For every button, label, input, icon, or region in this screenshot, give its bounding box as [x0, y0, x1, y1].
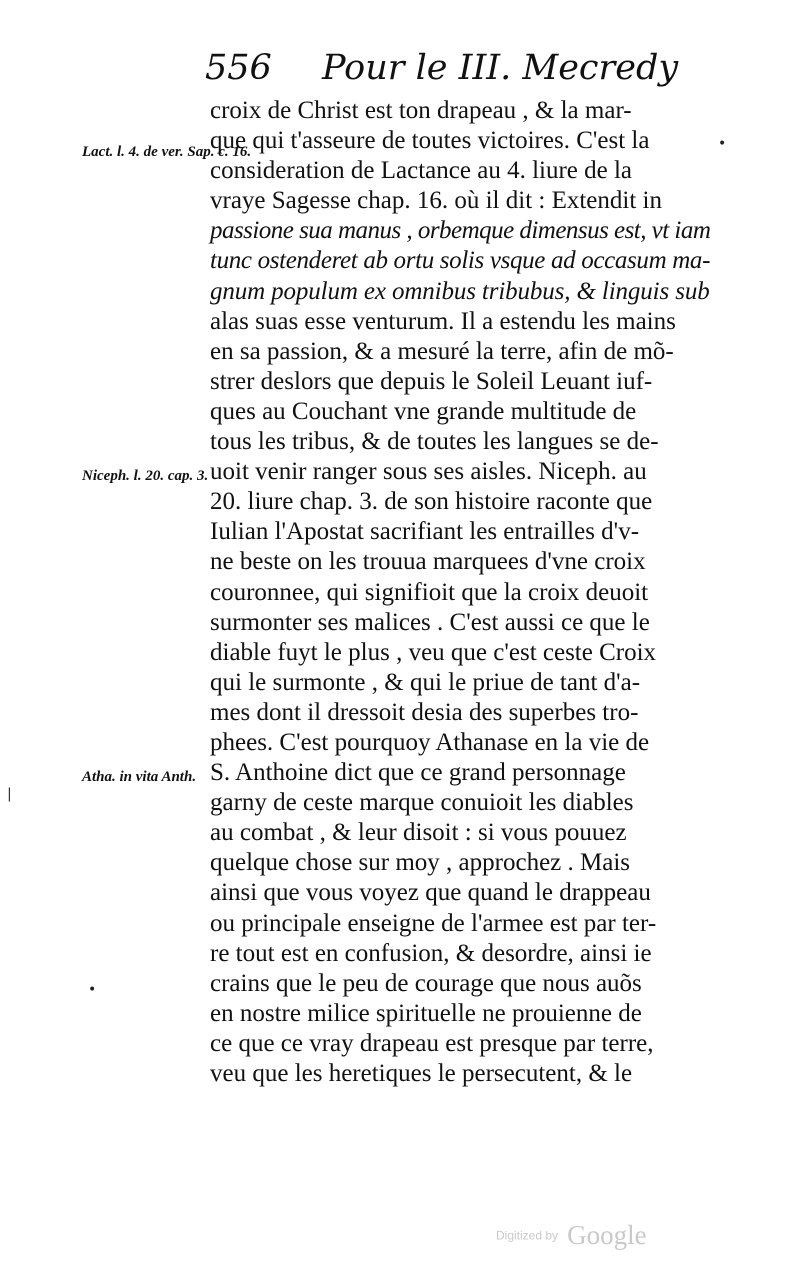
text-line: croix de Christ est ton drapeau , & la mar- — [210, 97, 632, 124]
google-logo: Google — [567, 1220, 647, 1250]
text-line: garny de ceste marque conuioit les diables — [210, 789, 634, 817]
text-line: re tout est en confusion, & desordre, ainsi ie — [210, 939, 652, 967]
text-line: en sa passion, & a mesuré la terre, afin de mõ- — [210, 337, 674, 365]
text-line: S. Anthoine dict que ce grand personnage — [210, 759, 626, 787]
body-text — [210, 96, 710, 1089]
digitized-by-google-watermark — [496, 1220, 647, 1251]
text-line: au combat , & leur disoit : si vous pouuez — [210, 819, 627, 847]
text-line: quelque chose sur moy , approchez . Mais — [210, 849, 631, 877]
ink-speck: | — [7, 786, 12, 802]
text-line: qui le surmonte , & qui le priue de tant d'a- — [210, 668, 641, 696]
text-line: uoit venir ranger sous ses aisles. Niceph. au — [210, 458, 647, 486]
text-line: strer deslors que depuis le Soleil Leuant iuf- — [210, 367, 653, 395]
text-line: en nostre milice spirituelle ne prouienne de — [210, 999, 642, 1027]
text-line: diable fuyt le plus , veu que c'est ceste Croix — [210, 638, 657, 666]
margin-note-lactance: Lact. l. 4. de ver. Sap. c. 16. — [82, 144, 252, 160]
text-line: 20. liure chap. 3. de son histoire raconte que — [210, 488, 653, 516]
text-line: alas suas esse venturum. Il a estendu les mains — [210, 307, 676, 335]
text-line: consideration de Lactance au 4. liure de la — [210, 157, 633, 185]
text-line: ques au Couchant vne grande multitude de — [210, 397, 637, 425]
ink-speck: • — [88, 982, 97, 998]
margin-note-athanase: Atha. in vita Anth. — [82, 769, 197, 785]
ink-speck: • — [718, 136, 727, 152]
text-line-latin: tunc ostenderet ab ortu solis vsque ad occasum ma- — [210, 247, 711, 275]
text-line: ainsi que vous voyez que quand le drappeau — [210, 879, 651, 907]
text-line-latin: passione sua manus , orbemque dimensus est, vt iam — [210, 217, 711, 245]
text-line: crains que le peu de courage que nous auõs — [210, 969, 642, 997]
text-line: phees. C'est pourquoy Athanase en la vie de — [210, 728, 650, 756]
page-number: 556 — [205, 48, 272, 88]
text-line-latin: gnum populum ex omnibus tribubus, & linguis sub — [210, 277, 710, 305]
margin-note-niceph: Niceph. l. 20. cap. 3. — [82, 468, 209, 484]
watermark-prefix: Digitized by — [496, 1228, 559, 1243]
text-line: surmonter ses malices . C'est aussi ce que le — [210, 608, 650, 636]
text-line: vraye Sagesse chap. 16. où il dit : Extendit in — [210, 187, 662, 215]
text-line: ou principale enseigne de l'armee est par ter- — [210, 909, 657, 937]
text-line: couronnee, qui signifioit que la croix deuoit — [210, 578, 649, 606]
text-line: mes dont il dressoit desia des superbes tro- — [210, 698, 639, 726]
text-line: ce que ce vray drapeau est presque par terre, — [210, 1029, 654, 1057]
text-line: tous les tribus, & de toutes les langues se de- — [210, 428, 659, 456]
text-line: veu que les heretiques le persecutent, & le — [210, 1060, 633, 1087]
text-line: ne beste on les trouua marquees d'vne croix — [210, 548, 646, 576]
text-line: que qui t'asseure de toutes victoires. C'est la — [210, 127, 650, 155]
text-line: Iulian l'Apostat sacrifiant les entrailles d'v- — [210, 518, 640, 546]
page-header — [205, 48, 679, 92]
running-title: Pour le III. Mecredy — [322, 48, 679, 88]
